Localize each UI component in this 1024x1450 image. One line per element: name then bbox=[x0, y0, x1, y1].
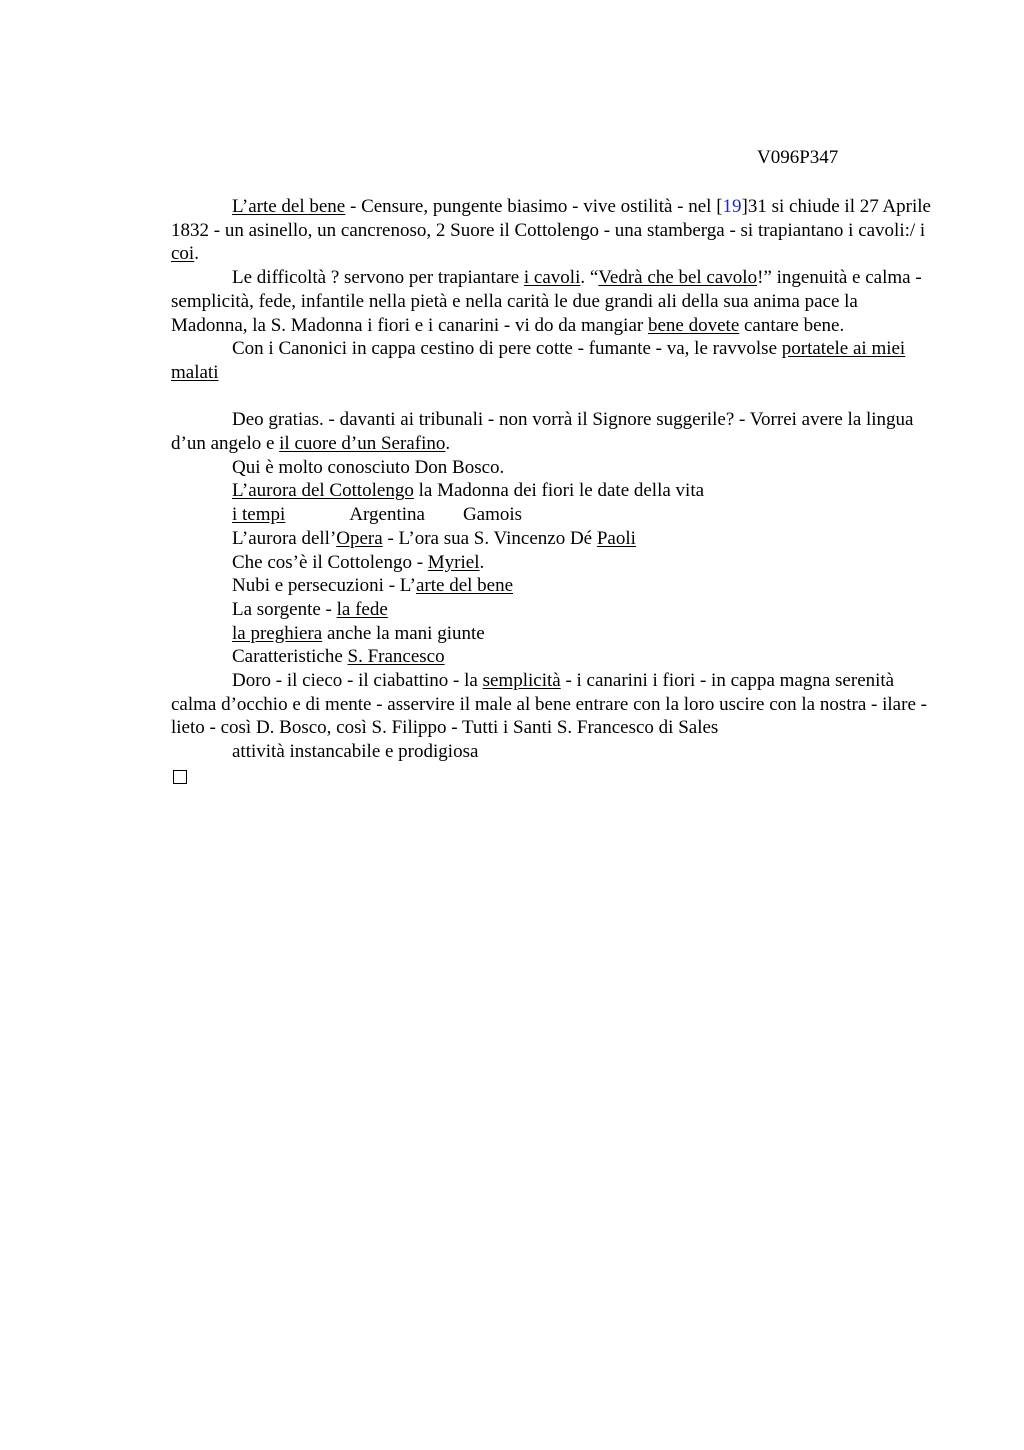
underlined-text: Paoli bbox=[596, 527, 636, 549]
underlined-text: bene dovete bbox=[647, 314, 740, 336]
blank-line bbox=[171, 385, 931, 409]
paragraph-3 bbox=[171, 337, 931, 384]
underlined-text: L’arte del bene bbox=[232, 196, 346, 217]
text: la Madonna dei fiori le date della vita bbox=[413, 480, 705, 502]
line-3 bbox=[171, 503, 931, 527]
underlined-text: la fede bbox=[336, 598, 388, 620]
text: Doro - il cieco - il ciabattino - la bbox=[232, 670, 483, 692]
text: Nubi e persecuzioni - L’ bbox=[232, 575, 416, 597]
highlighted-number: 19 bbox=[722, 196, 742, 217]
line-8 bbox=[171, 622, 931, 646]
text: Che cos’è il Cottolengo - bbox=[232, 551, 428, 573]
underlined-text: Vedrà che bel cavolo bbox=[598, 267, 758, 289]
text: anche la mani giunte bbox=[322, 622, 485, 644]
text: La sorgente - bbox=[232, 598, 337, 620]
text: cantare bene. bbox=[739, 314, 845, 336]
underlined-text: coi bbox=[171, 243, 195, 265]
page-id: V096P347 bbox=[757, 147, 839, 168]
underlined-text: i tempi bbox=[232, 504, 286, 526]
underlined-text: S. Francesco bbox=[347, 646, 445, 668]
line-10: attività instancabile e prodigiosa bbox=[232, 741, 479, 763]
underlined-text: i cavoli bbox=[523, 267, 581, 289]
text: . bbox=[445, 433, 451, 455]
checkbox-square-icon bbox=[171, 764, 931, 791]
text: . bbox=[479, 551, 485, 573]
paragraph-2 bbox=[171, 266, 931, 337]
underlined-text: il cuore d’un Serafino bbox=[279, 433, 446, 455]
text: Deo gratias. - davanti ai tribunali - non vorrà il Signore suggerile? - Vorrei avere la lingua d’un angelo e bbox=[171, 409, 914, 455]
text: Gamois bbox=[462, 504, 523, 526]
line-2 bbox=[171, 479, 931, 503]
paragraph-4 bbox=[171, 408, 931, 455]
line-1: Qui è molto conosciuto Don Bosco. bbox=[232, 456, 505, 478]
text: . bbox=[194, 243, 199, 265]
text: ]31 si chiude il 27 Aprile 1832 - un asinello, un cancrenoso, 2 Suore il Cottolengo - una stamberga - si trapiantano i cavoli:/ i bbox=[171, 196, 931, 241]
line-4 bbox=[171, 527, 931, 551]
text: - i canarini i fiori - in cappa magna serenità calma d’occhio e di mente - asservire il male al bene entrare con la loro uscire con la nostra - ilare - lieto - così D. Bosco, così S. Filippo - Tutti i Santi S. Francesco di Sales bbox=[171, 670, 927, 739]
text: . “ bbox=[580, 267, 599, 289]
underlined-text: Opera bbox=[336, 527, 383, 549]
text: Con i Canonici in cappa cestino di pere cotte - fumante - va, le ravvolse bbox=[232, 338, 782, 360]
text: Argentina bbox=[349, 504, 425, 526]
line-6 bbox=[171, 574, 931, 598]
underlined-text: semplicità bbox=[482, 670, 561, 692]
underlined-text: L’aurora del Cottolengo bbox=[232, 480, 414, 502]
text: - L’ora sua S. Vincenzo Dé bbox=[382, 527, 597, 549]
underlined-text: arte del bene bbox=[415, 575, 514, 597]
paragraph-5 bbox=[171, 669, 931, 740]
line-5 bbox=[171, 551, 931, 575]
text: Caratteristiche bbox=[232, 646, 348, 668]
text: - Censure, pungente biasimo - vive ostilità - nel [ bbox=[345, 196, 723, 217]
line-7 bbox=[171, 598, 931, 622]
line-9 bbox=[171, 645, 931, 669]
paragraph-1 bbox=[171, 195, 931, 266]
text: !” ingenuità e calma - semplicità, fede, infantile nella pietà e nella carità le due grandi ali della sua anima pace la Madonna, la S. Madonna i fiori e i canarini - vi do da mangiar bbox=[171, 267, 922, 336]
underlined-text: la preghiera bbox=[232, 622, 323, 644]
text: L’aurora dell’ bbox=[232, 527, 337, 549]
underlined-text: Myriel bbox=[427, 551, 480, 573]
text: Le difficoltà ? servono per trapiantare bbox=[232, 267, 524, 289]
underlined-text: portatele ai miei malati bbox=[171, 338, 906, 383]
document-body bbox=[171, 195, 931, 791]
